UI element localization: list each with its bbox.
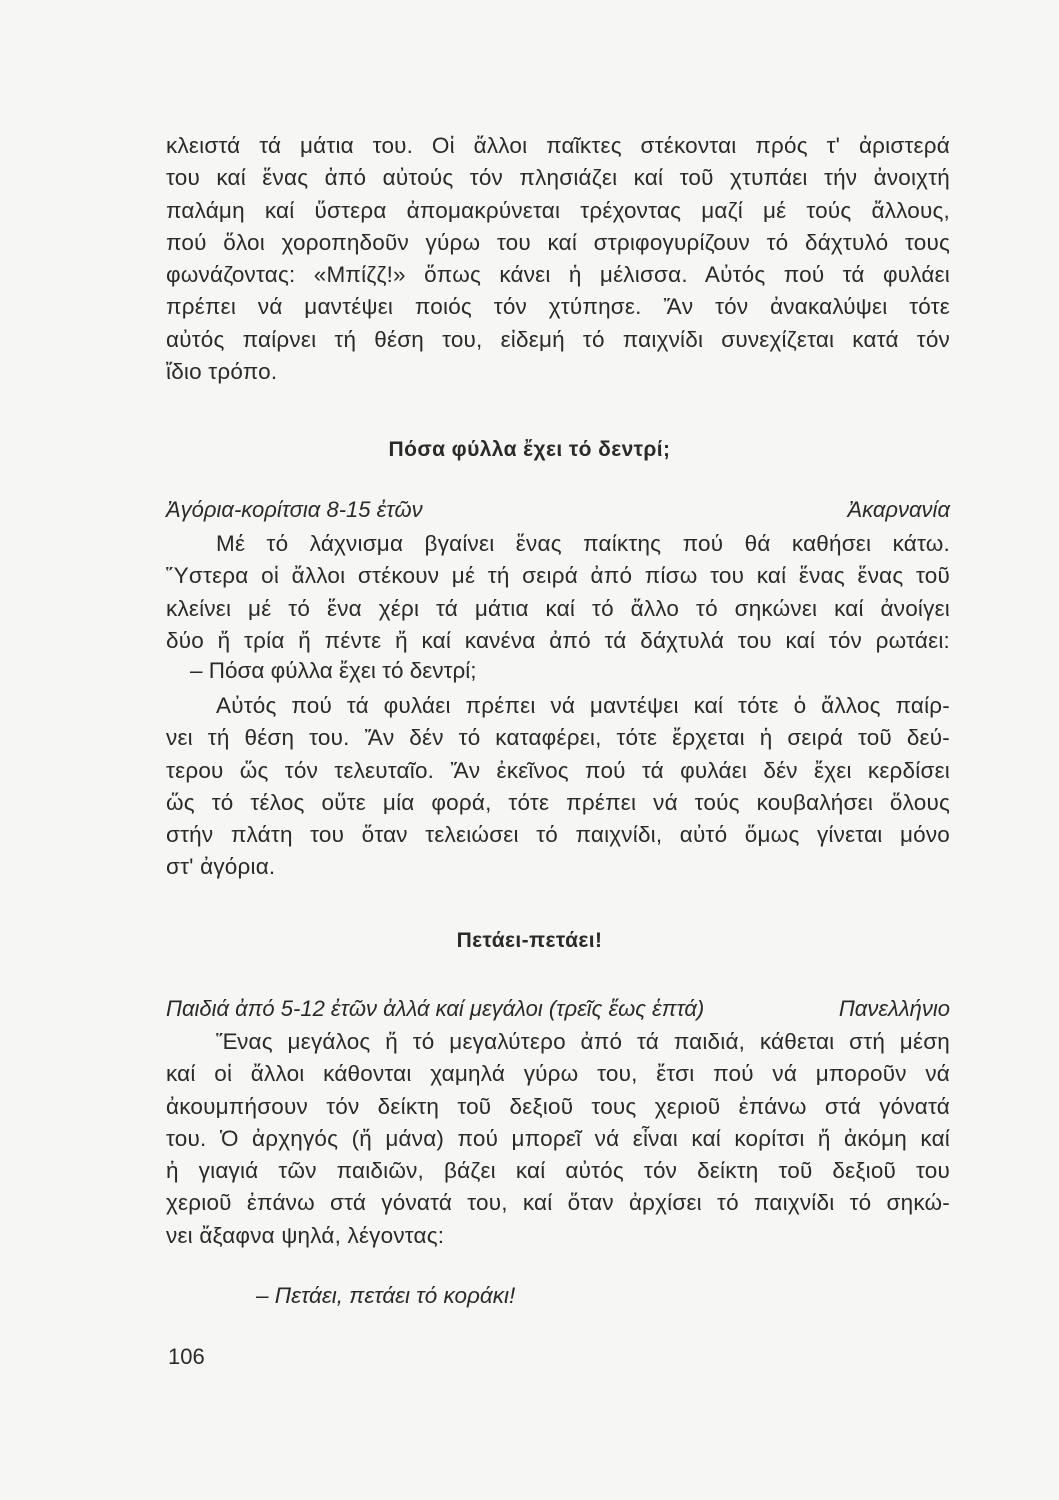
text-line: πού ὅλοι χοροπηδοῦν γύρω του καί στριφογυρίζουν τό δάχτυλό τους (166, 229, 950, 255)
text-line: χεριοῦ ἐπάνω στά γόνατά του, καί ὅταν ἀρχίσει τό παιχνίδι τό σηκώ- (166, 1190, 950, 1216)
text-line: του καί ἕνας ἀπό αὐτούς τόν πλησιάζει καί τοῦ χτυπάει τήν ἀνοιχτή (166, 165, 950, 191)
text-line: δύο ἤ τρία ἤ πέντε ἤ καί κανένα ἀπό τά δάχτυλά του καί τόν ρωτάει: (166, 627, 950, 653)
text-line: παλάμη καί ὕστερα ἀπομακρύνεται τρέχοντας μαζί μέ τούς ἄλλους, (166, 197, 950, 223)
text-line: του. Ὁ ἀρχηγός (ἤ μάνα) πού μπορεῖ νά εἶναι καί κορίτσι ἤ ἀκόμη καί (166, 1125, 950, 1151)
paragraph-section1-a (166, 528, 950, 657)
text-line: ἴδιο τρόπο. (166, 359, 278, 385)
age-range: Παιδιά ἀπό 5-12 ἐτῶν ἀλλά καί μεγάλοι (τρεῖς ἕως ἑπτά) (166, 996, 705, 1021)
text-line: αὐτός παίρνει τή θέση του, εἰδεμή τό παιχνίδι συνεχίζεται κατά τόν (166, 326, 950, 352)
text-line: κλείνει μέ τό ἕνα χέρι τά μάτια καί τό ἄλλο τό σηκώνει καί ἀνοίγει (166, 595, 950, 621)
text-line: ἡ γιαγιά τῶν παιδιῶν, βάζει καί αὐτός τόν δείκτη τοῦ δεξιοῦ του (166, 1158, 950, 1184)
dialogue-line-1: – Πόσα φύλλα ἔχει τό δεντρί; (190, 658, 477, 683)
text-line: κλειστά τά μάτια του. Οἱ ἄλλοι παῖκτες στέκονται πρός τ' ἀριστερά (166, 133, 950, 158)
text-line: νει ἄξαφνα ψηλά, λέγοντας: (166, 1222, 445, 1248)
section-meta-2 (166, 996, 950, 1022)
text-line: καί οἱ ἄλλοι κάθονται χαμηλά γύρω του, ἔτσι πού νά μποροῦν νά (166, 1061, 950, 1087)
text-line: φωνάζοντας: «Μπίζζ!» ὅπως κάνει ἡ μέλισσα. Αὐτός πού τά φυλάει (166, 262, 950, 288)
text-line: στήν πλάτη του ὅταν τελειώσει τό παιχνίδι, αὐτό ὅμως γίνεται μόνο (166, 822, 950, 848)
text-line: πρέπει νά μαντέψει ποιός τόν χτύπησε. Ἄν τόν ἀνακαλύψει τότε (166, 294, 950, 320)
text-line: στ' ἀγόρια. (166, 854, 276, 880)
text-line: νει τή θέση του. Ἄν δέν τό καταφέρει, τότε ἔρχεται ἡ σειρά τοῦ δεύ- (166, 725, 950, 751)
text-line: Μέ τό λάχνισμα βγαίνει ἕνας παίκτης πού θά καθήσει κάτω. (216, 531, 950, 556)
paragraph-intro (166, 130, 950, 388)
dialogue-line-2: – Πετάει, πετάει τό κοράκι! (256, 1283, 516, 1308)
text-line: Αὐτός πού τά φυλάει πρέπει νά μαντέψει καί τότε ὁ ἄλλος παίρ- (216, 693, 950, 718)
region: Πανελλήνιο (838, 996, 950, 1021)
page-number: 106 (168, 1344, 205, 1369)
paragraph-section1-b (166, 690, 950, 884)
section-title-petaei: Πετάει-πετάει! (456, 929, 603, 952)
text-line: Ἕνας μεγάλος ἤ τό μεγαλύτερο ἀπό τά παιδιά, κάθεται στή μέση (216, 1029, 950, 1054)
section-title-posa-fylla: Πόσα φύλλα ἔχει τό δεντρί; (388, 438, 671, 461)
paragraph-section2 (166, 1026, 950, 1252)
text-line: ἀκουμπήσουν τόν δείκτη τοῦ δεξιοῦ τους χεριοῦ ἐπάνω στά γόνατά (166, 1093, 950, 1119)
age-range: Ἀγόρια-κορίτσια 8-15 ἐτῶν (166, 497, 423, 522)
text-line: Ὕστερα οἱ ἄλλοι στέκουν μέ τή σειρά ἀπό πίσω του καί ἕνας ἕνας τοῦ (166, 563, 950, 589)
text-line: τερου ὥς τόν τελευταῖο. Ἄν ἐκεῖνος πού τά φυλάει δέν ἔχει κερδίσει (166, 757, 950, 783)
section-meta-1 (166, 497, 950, 523)
text-line: ὥς τό τέλος οὔτε μία φορά, τότε πρέπει νά τούς κουβαλήσει ὅλους (166, 789, 950, 815)
region: Ἀκαρνανία (847, 497, 950, 522)
